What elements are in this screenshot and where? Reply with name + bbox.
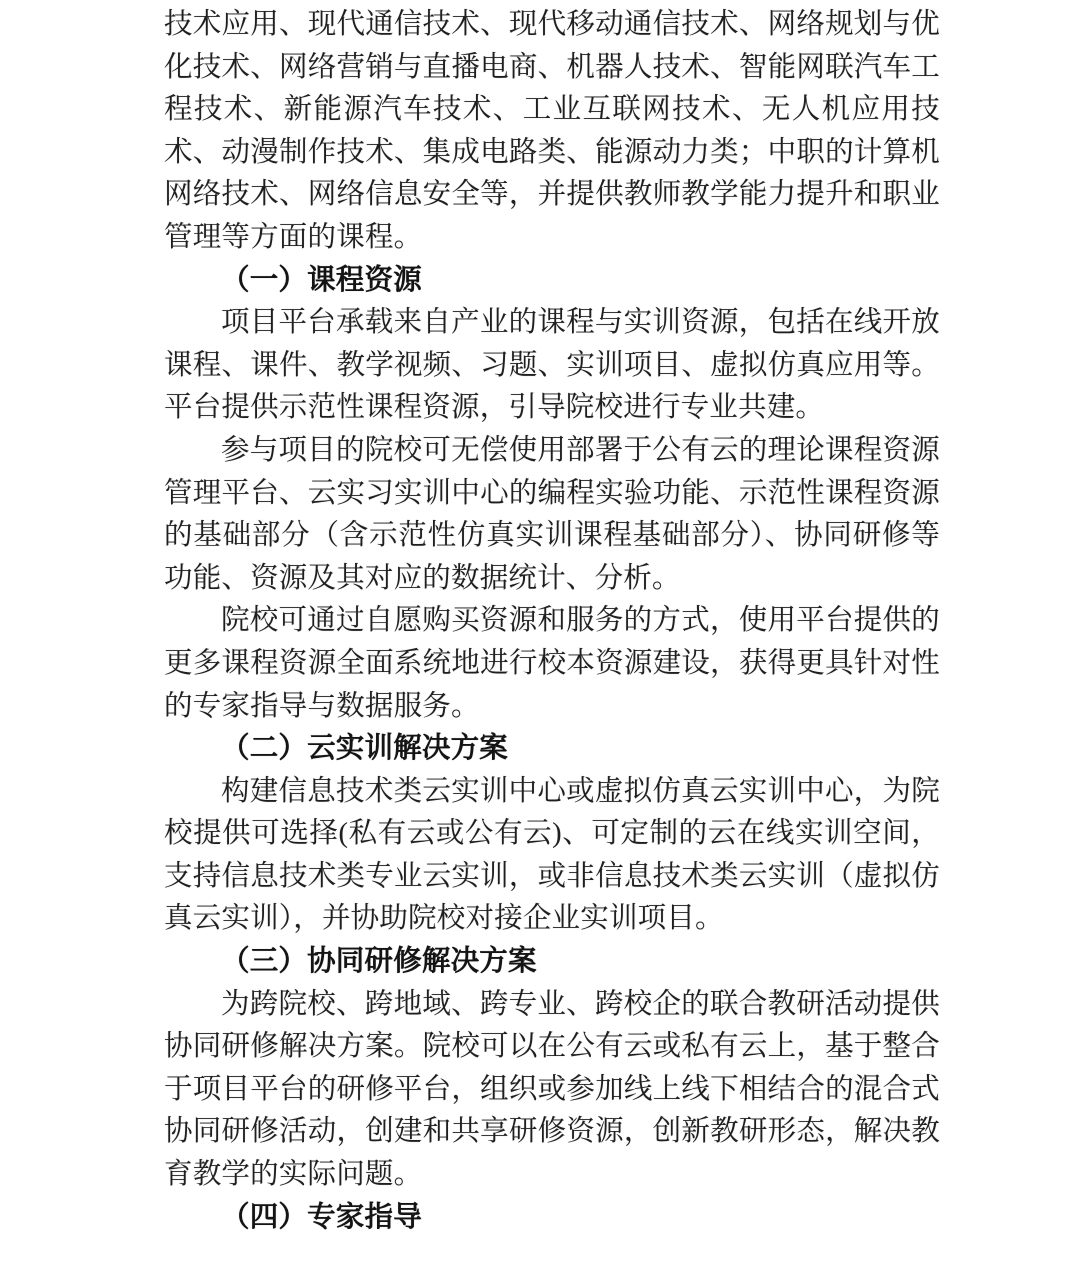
paragraph-free-use-public-cloud: 参与项目的院校可无偿使用部署于公有云的理论课程资源管理平台、云实习实训中心的编程实验功能、示范性课程资源的基础部分（含示范性仿真实训课程基础部分）、协同研修等功能、资源及其对应的数据统计、分析。 (164, 434, 940, 594)
section-heading-course-resources: （一）课程资源 (221, 264, 422, 296)
section-heading-collaborative-research-solution: （三）协同研修解决方案 (221, 946, 537, 978)
section-heading-cloud-training-solution: （二）云实训解决方案 (221, 733, 509, 765)
paragraph-voluntary-purchase: 院校可通过自愿购买资源和服务的方式，使用平台提供的更多课程资源全面系统地进行校本资源建设，获得更具针对性的专家指导与数据服务。 (164, 605, 940, 722)
paragraph-collaborative-research: 为跨院校、跨地域、跨专业、跨校企的联合教研活动提供协同研修解决方案。院校可以在公有云或私有云上，基于整合于项目平台的研修平台，组织或参加线上线下相结合的混合式协同研修活动，创建和共享研修资源，创新教研形态，解决教育教学的实际问题。 (164, 988, 940, 1191)
paragraph-cloud-training-center: 构建信息技术类云实训中心或虚拟仿真云实训中心，为院校提供可选择(私有云或公有云)、可定制的云在线实训空间，支持信息技术类专业云实训，或非信息技术类云实训（虚拟仿真云实训），并协助院校对接企业实训项目。 (164, 775, 940, 935)
paragraph-platform-course-resources: 项目平台承载来自产业的课程与实训资源，包括在线开放课程、课件、教学视频、习题、实训项目、虚拟仿真应用等。平台提供示范性课程资源，引导院校进行专业共建。 (164, 307, 940, 424)
paragraph-specialty-list-continuation: 技术应用、现代通信技术、现代移动通信技术、网络规划与优化技术、网络营销与直播电商、机器人技术、智能网联汽车工程技术、新能源汽车技术、工业互联网技术、无人机应用技术、动漫制作技术、集成电路类、能源动力类；中职的计算机网络技术、网络信息安全等，并提供教师教学能力提升和职业管理等方面的课程。 (164, 9, 940, 253)
section-heading-expert-guidance: （四）专家指导 (221, 1201, 422, 1233)
